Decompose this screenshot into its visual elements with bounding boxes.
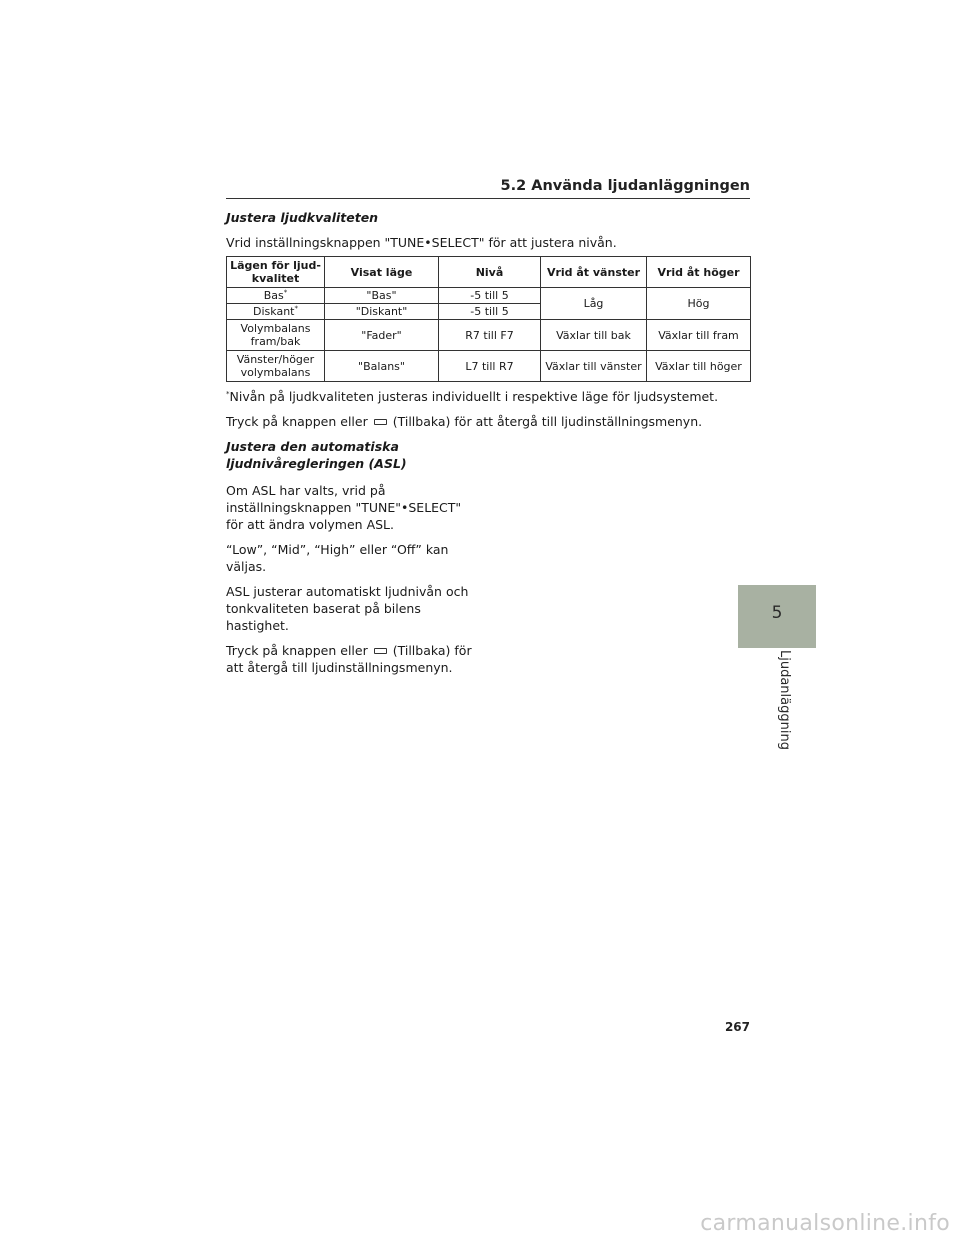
header-rule <box>226 198 750 199</box>
chapter-tab <box>738 585 816 648</box>
table-cell-level: -5 till 5 <box>439 288 541 304</box>
table-cell-display: "Diskant" <box>325 304 439 320</box>
asl-paragraph-3: ASL justerar automatiskt ljudnivån och tonkvaliteten baserat på bilens hastighet. <box>226 584 469 633</box>
table-cell-level: -5 till 5 <box>439 304 541 320</box>
table-row <box>227 320 751 351</box>
asl-paragraph-1: Om ASL har valts, vrid på inställningsknappen "TUNE"•SELECT" för att ändra volymen ASL. <box>226 483 462 532</box>
table-cell-left: Låg <box>541 288 647 320</box>
table-cell-mode: Diskant* <box>227 304 325 320</box>
table-header-row <box>227 257 751 288</box>
table-cell-display: "Bas" <box>325 288 439 304</box>
main-content <box>226 209 750 676</box>
table-header-cell: Visat läge <box>325 257 439 288</box>
table-cell-right: Växlar till höger <box>647 351 751 382</box>
table-cell-left: Växlar till bak <box>541 320 647 351</box>
table-header-cell: Nivå <box>439 257 541 288</box>
table-cell-mode: Volymbalans fram/bak <box>227 320 325 351</box>
table-row <box>227 288 751 304</box>
table-cell-right: Växlar till fram <box>647 320 751 351</box>
table-cell-display: "Fader" <box>325 320 439 351</box>
asl-paragraph-4: Tryck på knappen eller (Tillbaka) för att återgå till ljudinställningsmenyn. <box>226 643 472 675</box>
table-cell-display: "Balans" <box>325 351 439 382</box>
table-header-cell: Vrid åt höger <box>647 257 751 288</box>
table-cell-mode: Bas* <box>227 288 325 304</box>
table-header-cell: Vrid åt vänster <box>541 257 647 288</box>
footnote-marker: * <box>226 389 230 398</box>
back-button-icon <box>374 419 387 425</box>
table-cell-left: Växlar till vänster <box>541 351 647 382</box>
back-button-icon <box>374 648 387 654</box>
table-cell-level: R7 till F7 <box>439 320 541 351</box>
chapter-label: Ljudanläggning <box>777 650 792 750</box>
table-footnote: *Nivån på ljudkvaliteten justeras individuellt i respektive läge för ljudsystemet. <box>226 389 719 404</box>
section-heading-sound-quality: Justera ljudkvaliteten <box>226 210 379 225</box>
back-instruction: Tryck på knappen eller (Tillbaka) för att återgå till ljudinställningsmenyn. <box>226 414 703 429</box>
sound-quality-table <box>226 256 751 382</box>
asl-paragraph-2: “Low”, “Mid”, “High” eller “Off” kan väljas. <box>226 542 449 574</box>
table-cell-level: L7 till R7 <box>439 351 541 382</box>
footnote-marker: * <box>283 288 288 297</box>
table-row <box>227 351 751 382</box>
table-cell-mode: Vänster/höger volymbalans <box>227 351 325 382</box>
sound-quality-intro: Vrid inställningsknappen "TUNE•SELECT" för att justera nivån. <box>226 235 617 250</box>
footnote-marker: * <box>294 304 298 313</box>
chapter-number: 5 <box>771 603 783 623</box>
table-header-cell: Lägen för ljud-kvalitet <box>227 257 325 288</box>
section-title: 5.2 Använda ljudanläggningen <box>500 178 750 194</box>
watermark: carmanualsonline.info <box>700 1211 950 1236</box>
page-number: 267 <box>724 1020 750 1034</box>
section-heading-asl: Justera den automatiska ljudnivåregleringen (ASL) <box>226 439 407 471</box>
table-cell-right: Hög <box>647 288 751 320</box>
